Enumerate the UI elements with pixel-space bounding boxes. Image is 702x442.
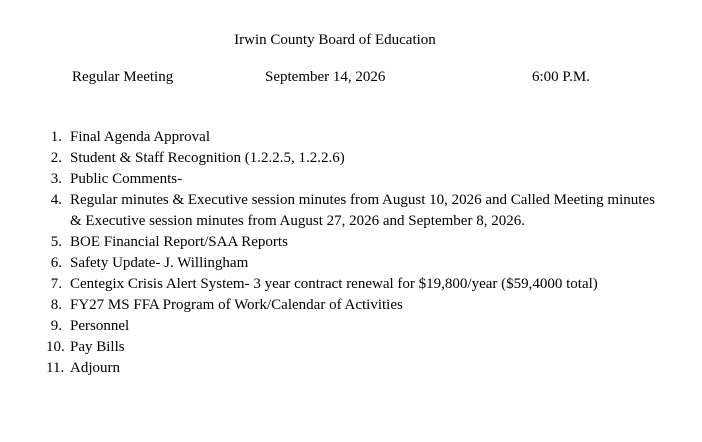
agenda-item-text: FY27 MS FFA Program of Work/Calendar of Activities bbox=[70, 297, 403, 313]
agenda-item-text: Final Agenda Approval bbox=[70, 129, 210, 145]
agenda-item-text: Pay Bills bbox=[70, 339, 125, 355]
meeting-info-line bbox=[0, 68, 702, 86]
agenda-item bbox=[0, 169, 702, 190]
agenda-item-number: 7. bbox=[50, 276, 62, 292]
agenda-item-number: 5. bbox=[50, 234, 62, 250]
agenda-item-text: Centegix Crisis Alert System- 3 year contract renewal for $19,800/year ($59,4000 total) bbox=[70, 276, 598, 292]
meeting-date: September 14, 2026 bbox=[265, 69, 386, 85]
agenda-item bbox=[0, 358, 702, 379]
agenda-item bbox=[0, 253, 702, 274]
agenda-item-number: 3. bbox=[50, 171, 62, 187]
agenda-item-number: 10. bbox=[46, 339, 65, 355]
agenda-item-number: 4. bbox=[50, 192, 62, 208]
document-title: Irwin County Board of Education bbox=[234, 32, 436, 48]
agenda-item-text: Regular minutes & Executive session minutes from August 10, 2026 and Called Meeting minutes & Executive session minutes from August 27, 2026 and September 8, 2026. bbox=[70, 192, 655, 229]
agenda-item-text: Adjourn bbox=[70, 360, 120, 376]
agenda-item bbox=[0, 337, 702, 358]
agenda-list bbox=[0, 127, 702, 379]
agenda-item bbox=[0, 127, 702, 148]
agenda-item-text: Safety Update- J. Willingham bbox=[70, 255, 249, 271]
agenda-item-number: 2. bbox=[50, 150, 62, 166]
agenda-item bbox=[0, 316, 702, 337]
agenda-item-number: 6. bbox=[50, 255, 62, 271]
agenda-item-text: BOE Financial Report/SAA Reports bbox=[70, 234, 288, 250]
meeting-time: 6:00 P.M. bbox=[532, 69, 590, 85]
agenda-item-number: 9. bbox=[50, 318, 62, 334]
agenda-item-number: 11. bbox=[46, 360, 65, 376]
agenda-item-text: Student & Staff Recognition (1.2.2.5, 1.2.2.6) bbox=[70, 150, 345, 166]
agenda-item bbox=[0, 274, 702, 295]
agenda-item bbox=[0, 232, 702, 253]
agenda-item-number: 8. bbox=[50, 297, 62, 313]
agenda-item bbox=[0, 295, 702, 316]
agenda-item bbox=[0, 148, 702, 169]
agenda-item-text: Personnel bbox=[70, 318, 130, 334]
meeting-type: Regular Meeting bbox=[72, 69, 174, 85]
agenda-item-text: Public Comments- bbox=[70, 171, 183, 187]
agenda-item-number: 1. bbox=[50, 129, 62, 145]
agenda-item bbox=[0, 190, 702, 232]
